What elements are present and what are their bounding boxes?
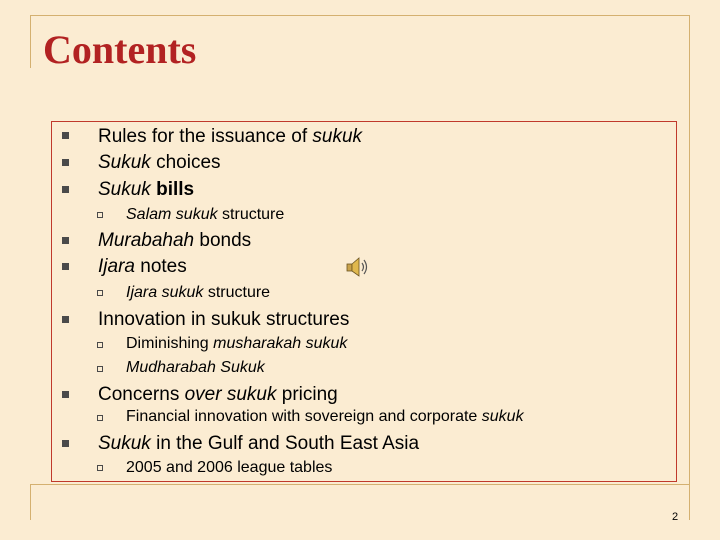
frame-top-line bbox=[30, 15, 690, 16]
speaker-icon[interactable] bbox=[345, 256, 371, 278]
item-sukuk-bills: Sukuk bills bbox=[98, 179, 195, 200]
bullet-hollow-square-icon bbox=[97, 290, 103, 296]
bullet-square-icon bbox=[62, 440, 69, 447]
subitem-salam-sukuk: Salam sukuk structure bbox=[126, 206, 285, 223]
bullet-hollow-square-icon bbox=[97, 465, 103, 471]
bullet-hollow-square-icon bbox=[97, 415, 103, 421]
item-gulf-south-east-asia: Sukuk in the Gulf and South East Asia bbox=[98, 433, 420, 454]
bullet-square-icon bbox=[62, 391, 69, 398]
bullet-square-icon bbox=[62, 316, 69, 323]
item-rules: Rules for the issuance of sukuk bbox=[98, 126, 363, 147]
frame-bottom-line bbox=[30, 484, 690, 485]
subitem-mudharabah-sukuk: Mudharabah Sukuk bbox=[126, 359, 265, 376]
bullet-hollow-square-icon bbox=[97, 366, 103, 372]
subitem-diminishing-musharakah: Diminishing musharakah sukuk bbox=[126, 335, 348, 352]
bullet-square-icon bbox=[62, 132, 69, 139]
bullet-square-icon bbox=[62, 186, 69, 193]
slide-title: Contents bbox=[43, 27, 197, 72]
item-concerns-pricing: Concerns over sukuk pricing bbox=[98, 384, 338, 405]
frame-left-line bbox=[30, 15, 31, 68]
bullet-hollow-square-icon bbox=[97, 212, 103, 218]
page-number: 2 bbox=[672, 511, 679, 523]
bullet-square-icon bbox=[62, 263, 69, 270]
subitem-league-tables: 2005 and 2006 league tables bbox=[126, 459, 333, 476]
item-innovation: Innovation in sukuk structures bbox=[98, 309, 350, 330]
item-murabahah-bonds: Murabahah bonds bbox=[98, 230, 252, 251]
item-sukuk-choices: Sukuk choices bbox=[98, 152, 221, 173]
subitem-ijara-sukuk: Ijara sukuk structure bbox=[126, 284, 271, 301]
bullet-square-icon bbox=[62, 159, 69, 166]
bullet-square-icon bbox=[62, 237, 69, 244]
bullet-hollow-square-icon bbox=[97, 342, 103, 348]
frame-right-line bbox=[689, 15, 690, 520]
subitem-financial-innovation: Financial innovation with sovereign and corporate sukuk bbox=[126, 408, 524, 425]
item-ijara-notes: Ijara notes bbox=[98, 256, 187, 277]
frame-left-lower-line bbox=[30, 484, 31, 520]
